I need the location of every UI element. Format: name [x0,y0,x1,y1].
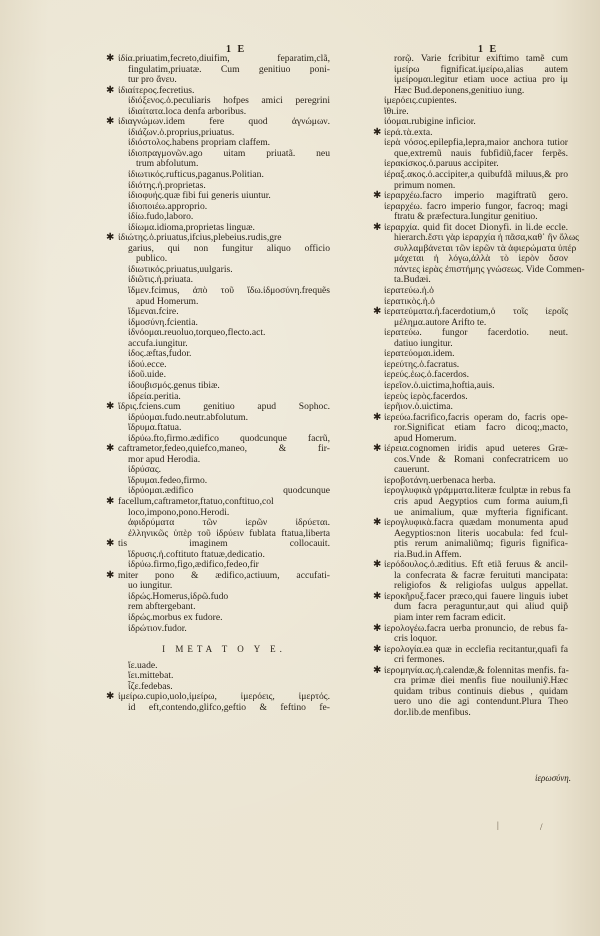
entry-text: ἱερὰ νόσος.epilepfia,lepra,maior anchora tutior [384,137,568,149]
entry-text: ἴε.uade. [128,659,158,671]
asterisk-marker-icon: ✱ [373,190,382,202]
asterisk-marker-icon: ✱ [106,53,115,64]
entry-text: ἱμείρω fignificat.ἱμείρω,alias autem [394,63,568,75]
entry-text: cri fermones. [394,654,445,666]
entry-text: ἱερεὺς ἱερὸς.facerdos. [384,390,468,402]
asterisk-marker-icon: ✱ [106,84,115,96]
entry-text: caftrametor,fedeo,quiefco,maneo, & fir- [118,443,330,455]
entry-text: ἰδρεία.peritia. [128,390,181,402]
entry-text: ἱερακίσκος.ὁ.paruus accipiter. [384,158,499,170]
entry-text: ἰδού.ecce. [128,358,167,370]
entry-text: ἱεραρχέω. facro imperio fungor, facroq; magi [384,200,568,212]
entry-text: ἱμείρομαι.legitur etiam uoce actiua pro ἱμ [394,74,568,86]
asterisk-marker-icon: ✱ [373,643,382,655]
entry-text: ἰδιαγνώμων.idem fere quod ἀγνώμων. [118,116,330,128]
entry-text: ἱεροβοτάνη.uerbenaca herba. [384,474,496,486]
entry-text: ἱδρύομαι.ædifico quodcunque [128,485,330,497]
entry-text: ἰδοῦ.uide. [128,369,166,381]
entry-text: cris apud Aegyptios cum forma auium,fi [394,495,568,507]
entry-text: rem abftergebant. [128,601,196,613]
entry-text: ἱερολογία.ea quæ in ecclefia recitantur,quafi fa [384,643,568,655]
margin-mark: / [540,822,543,832]
entry-text: ἰδιωτικός.priuatus,uulgaris. [128,263,233,275]
entry-text: ἱεραρχέω.facro imperio magiftratũ gero. [384,190,568,202]
entry-text: ἱερεύω.facrifico,facris operam do, facris ope- [384,411,568,423]
entry-text: ἰδιαίτατα.loca denfa arboribus. [128,105,247,117]
entry-text: ἱέραξ.ακος.ὁ.accipiter,a quibufdã miluus,& pro [384,169,568,181]
entry-text: ἵδρυμαι.fedeo,firmo. [128,474,208,486]
entry-line [384,96,568,107]
entry-text: accufa.iungitur. [128,337,188,349]
entry-text: ἱερεύς.ἐως.ὁ.facerdos. [384,369,469,381]
entry-text: μάχεται ἡ λόγω,ἀλλὰ τὸ ἱερὸν ὅσον [394,253,568,265]
entry-text: cos.Vnde & Romani confecratricem uo [394,453,568,465]
entry-text: ἰδιόξενος.ὁ.peculiaris hofpes amici peregrini [128,95,330,107]
entry-text: ἱερόδουλος.ὁ.æditius. Eft etiã feruus & ancil- [384,559,568,571]
entry-text: ria.Bud.in Affem. [394,548,462,560]
entry-text: ἰδνόομαι.reuoluo,torqueo,flecto.act. [128,327,266,339]
entry-text: tur pro ἄνευ. [128,74,177,86]
asterisk-marker-icon: ✱ [106,538,115,550]
entry-text: ror.Significat etiam facro dicoq;,macto, [394,422,568,434]
asterisk-marker-icon: ✱ [106,495,115,507]
left-entries-after-heading [106,659,330,714]
entry-text: dor.lib.de menfibus. [394,706,471,718]
entry-text: ἴδμεν.fcimus, ἀπὸ τοῦ ἴδω.ἰδμοσύνη.frequẽs [128,285,330,297]
margin-mark: | [497,820,499,830]
entry-text: ptis rerum animaliũmq; figuris fignifica- [394,538,568,550]
entry-text: ἷζε.fedebas. [128,680,173,692]
entry-text: id eft,contendo,glifco,geftio & feftino fe- [128,701,330,713]
entry-text: ue animalium, quæ myfteria fignificant. [394,506,568,518]
entry-text: la confecrata & facræ feruituti mancipata: [394,569,568,581]
asterisk-marker-icon: ✱ [106,116,115,128]
asterisk-marker-icon: ✱ [106,401,115,413]
entry-text: ἵει.mittebat. [128,670,174,682]
entry-text: ἰδίωμα.idioma,proprietas linguæ. [128,221,255,233]
entry-text: ἰδία.priuatim,fecreto,diuifim, feparatim,clã, [118,53,330,64]
asterisk-marker-icon: ✱ [373,517,382,529]
entry-text: ἰδίω.fudo,laboro. [128,211,194,223]
entry-text: ἱδρύομαι.fudo.neutr.abfolutum. [128,411,248,423]
entry-text: ἵδρυσις.ἡ.coftituto ftatuæ,dedicatio. [128,548,265,560]
left-column [106,53,330,713]
entry-text: tis imaginem collocauit. [118,538,330,550]
entry-text: ἱερεύτης.ὁ.facratus. [384,358,460,370]
entry-line [118,703,330,714]
entry-text: ἐλληνικῶς ὑπὲρ τοῦ ἱδρύειν fublata ftatua,liberta [128,527,330,539]
entry-text: apud Homerum. [394,432,457,444]
entry-text: ἱερατεύομαι.idem. [384,348,455,360]
entry-text: hierarch.ἔστι γὰρ ἱεραρχία ἡ πᾶσα,καθ᾽ ἣν ὅλως [394,232,579,244]
entry-text: ἱερά.τὰ.exta. [384,126,433,138]
asterisk-marker-icon: ✱ [106,443,115,455]
entry-text: loco,impono,pono.Herodi. [128,506,230,518]
entry-text: ἰδιοφυής.quæ fibi fui generis uiuntur. [128,190,271,202]
entry-text: que,extremũ nauis fubfidiũ,facer ferpẽs. [394,147,568,159]
entry-text: ἱερομηνία.ας.ἡ.calendæ,& folennitas menfis. fa- [384,664,569,676]
folio-right: 1 E [478,44,499,55]
asterisk-marker-icon: ✱ [373,221,382,233]
entry-text: μέλημα.autore Arifto te. [394,316,487,328]
entry-text: trum abfolutum. [136,158,199,170]
entry-text: ta.Budæi. [394,274,431,286]
entry-text: ἰδουβισμός.genus tibiæ. [128,379,220,391]
asterisk-marker-icon: ✱ [373,622,382,634]
asterisk-marker-icon: ✱ [373,306,382,318]
entry-text: ἰδμοσύνη.fcientia. [128,316,198,328]
entry-text: ἱερογλυφικὰ.facra quædam monumenta apud [384,517,568,529]
entry-text: cra primæ diei menfis fiue nouiluniỹ.Hæc [394,675,568,687]
entry-text: quidam tribus continuis diebus , quidam [394,685,568,697]
asterisk-marker-icon: ✱ [373,411,382,423]
entry-text: ἰδιότης.ἡ.proprietas. [128,179,206,191]
entry-text: ἰδιαίτερος.fecretius. [118,84,195,96]
entry-text: ἀφιδρύματα τῶν ἱερῶν ἱδρύεται. [128,517,330,529]
entry-text: ἰδιώτης.ὁ.priuatus,ifcius,plebeius.rudis,gre [118,232,282,244]
entry-text: ἱεροκῆρυξ.facer præco,qui fauere linguis iubet [384,590,568,602]
entry-text: ἰδιωτικός.rufticus,paganus.Politian. [128,169,264,181]
entry-text: ἰδιόστολος.habens propriam claffem. [128,137,271,149]
entry-text: apud Homerum. [136,295,199,307]
right-entries [373,53,585,718]
entry-line [118,624,330,635]
entry-text: miter pono & ædifico,actiuum, accufati- [118,569,330,581]
asterisk-marker-icon: ✱ [373,443,382,455]
catchword: ἱερωσύνη. [535,773,571,783]
entry-text: piam inter rem facram edicit. [394,611,506,623]
entry-text: ἰδιῶτις.ἡ.priuata. [128,274,194,286]
entry-text: ἱερατικὸς.ἡ.ὁ [384,295,435,307]
right-column [373,53,585,718]
asterisk-marker-icon: ✱ [373,126,382,138]
asterisk-marker-icon: ✱ [106,232,115,244]
entry-text: ἰδιάζων.ὁ.proprius,priuatus. [128,126,235,138]
entry-text: ἵδρυμα.ftatua. [128,422,182,434]
entry-text: ἰόομαι.rubigine inficior. [384,116,476,128]
entry-text: ἱερογλυφικὰ γράμματα.literæ fculptæ in rebus fa [384,485,571,497]
entry-text: Hæc Bud.deponens,genitiuo iung. [394,84,525,96]
entry-text: dum facra peraguntur,aut qui aliud quip̃ [394,601,568,613]
entry-text: ἴδρις.fciens.cum genitiuo apud Sophoc. [118,401,330,413]
entry-text: ἱερατεύματα.ἡ.facerdotium,ὁ τοῖς ἱεροῖς [384,306,568,318]
entry-text: fingulatim,priuatæ. Cum genitiuo poni- [128,63,330,75]
entry-text: ἱερολογέω.facra uerba pronuncio, de rebus fa- [384,622,568,634]
entry-text: religiofos & religiofas uulgus appellat. [394,580,568,592]
entry-text: ἱδρώς.morbus ex fudore. [128,611,223,623]
left-entries [106,53,330,634]
entry-text: publico. [136,253,168,265]
entry-text: ἱερῆιον.ὁ.uictima. [384,401,453,413]
entry-text: ἱδρώτιον.fudor. [128,622,187,634]
entry-text: πάντες ἱερὰς ἐπιστήμης γνώσεως. Vide Commen- [394,263,585,275]
entry-text: ἱμερόεις.cupientes. [384,95,457,107]
entry-text: ἱδρύσας. [128,464,162,476]
entry-text: garius, qui non fungitur aliquo officio [128,242,330,254]
asterisk-marker-icon: ✱ [106,691,115,703]
entry-text: ἱδρώς.Homerus,ἱδρῶ.fudo [128,590,229,602]
entry-text: ἱερεῖον.ὁ.uictima,hoftia,auis. [384,379,495,391]
entry-text: cauerunt. [394,464,430,476]
asterisk-marker-icon: ✱ [373,590,382,602]
entry-line [384,708,568,719]
entry-text: primum nomen. [394,179,456,191]
entry-text: ἱδρύω.firmo,figo,ædifico,fedeo,fir [128,559,259,571]
asterisk-marker-icon: ✱ [373,664,382,676]
entry-text: ἱμείρω.cupio,uolo,ἱμείρω, ἱμερόεις, ἱμερτός. [118,691,330,703]
entry-text: ἱέρεια.cognomen iridis apud ueteres Græ- [384,443,568,455]
entry-text: ἴθι.ire. [384,105,409,117]
entry-text: ἰδιοποιέω.approprio. [128,200,208,212]
entry-text: ἴδμεναι.fcire. [128,306,179,318]
section-heading: I META T O Y E. [162,644,286,655]
asterisk-marker-icon: ✱ [106,569,115,581]
entry-text: ἱερατεύω. fungor facerdotio. neut. [384,327,568,339]
entry-text: ἰδος.æftas,fudor. [128,348,192,360]
entry-text: ftratu & præfectura.Iungitur genitiuo. [394,211,538,223]
folio-left: 1 E [226,44,247,55]
entry-text: uo iungitur. [128,580,173,592]
entry-text: Aegyptios:non literis uocabula: fed fcul- [394,527,568,539]
entry-text: cris loquor. [394,633,438,645]
entry-text: datiuo iungitur. [394,337,453,349]
entry-text: uero uno die agi contendunt.Plura Theo [394,696,568,708]
entry-text: ἱερατεύω.ἡ.ὁ [384,285,434,297]
entry-text: mor apud Herodia. [128,453,201,465]
entry-text: facellum,caftrametor,ftatuo,conftituo,col [118,495,274,507]
entry-text: ἰδιοπραγμονῶν.ago uitam priuatã. neu [128,147,330,159]
entry-text: ἱδρύω.fto,firmo.ædifico quodcunque facrũ, [128,432,330,444]
asterisk-marker-icon: ✱ [373,559,382,571]
entry-text: rorῷ. Varie fcribitur exiftimo tamẽ cum [394,53,568,64]
entry-text: ἱεραρχία. quid fit docet Dionyfi. in li.de eccle. [384,221,568,233]
entry-text: συλλαμβάνεται τῶν ἱερῶν τὰ ἀφιερώματα ὑπέρ [394,242,577,254]
